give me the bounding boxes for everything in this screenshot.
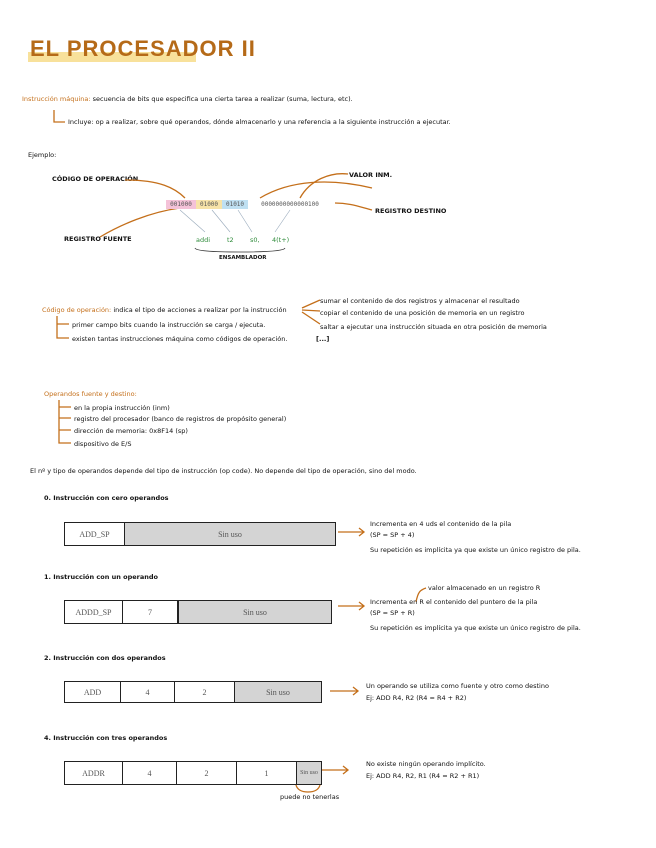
section-2-line-1: Un operando se utiliza como fuente y otro como destino xyxy=(366,682,549,690)
section-0-format xyxy=(64,522,336,546)
section-3-format xyxy=(64,761,322,785)
section-2-format xyxy=(64,681,322,703)
section-0-arrow xyxy=(338,527,368,537)
asm-t2: t2 xyxy=(227,236,234,244)
section-1-line-3: Su repetición es implícita ya que existe un único registro de pila. xyxy=(370,624,581,632)
section-1-line-2: (SP = SP + R) xyxy=(370,609,415,617)
registro-fuente-label: REGISTRO FUENTE xyxy=(64,235,132,243)
section-0-line-2: (SP = SP + 4) xyxy=(370,531,415,539)
section-1-line-1: Incrementa en R el contenido del puntero de la pila xyxy=(370,598,538,606)
intro-term: Instrucción máquina: xyxy=(22,95,91,103)
section-0-cell-opcode: ADD_SP xyxy=(65,523,125,545)
section-3-cell-op2: 2 xyxy=(177,762,237,784)
page-title: EL PROCESADOR II xyxy=(30,36,256,61)
section-2-arrow xyxy=(330,686,362,696)
asm-s0: s0, xyxy=(250,236,260,244)
example-diagram-arrows xyxy=(0,0,656,300)
section-3-footnote: puede no tenerlas xyxy=(280,793,340,801)
bits-opcode: 001000 xyxy=(166,200,196,209)
section-0-line-1: Incrementa en 4 uds el contenido de la pila xyxy=(370,520,512,528)
section-1-annotation: valor almacenado en un registro R xyxy=(428,584,541,592)
section-0-heading: 0. Instrucción con cero operandos xyxy=(44,494,169,502)
section-2-line-2: Ej: ADD R4, R2 (R4 = R4 + R2) xyxy=(366,694,467,702)
bits-rs: 01000 xyxy=(196,200,222,209)
section-1-cell-unused: Sin uso xyxy=(179,601,331,623)
operando-item-1: en la propia instrucción (inm) xyxy=(74,404,170,412)
codigo-sub1: primer campo bits cuando la instrucción se carga / ejecuta. xyxy=(72,321,266,329)
bits-rt: 01010 xyxy=(222,200,248,209)
codigo-op-label: CÓDIGO DE OPERACIÓN xyxy=(52,175,139,183)
section-1-format xyxy=(64,600,332,624)
codigo-line xyxy=(42,306,287,314)
bits-immediate: 0000000000000100 xyxy=(261,201,319,208)
intro-definition: secuencia de bits que especifica una cierta tarea a realizar (suma, lectura, etc). xyxy=(92,95,353,103)
codigo-sub2: existen tantas instrucciones máquina como códigos de operación. xyxy=(72,335,288,343)
intro-includes: Incluye: op a realizar, sobre qué operandos, dónde almacenarlo y una referencia a la siguiente instrucción a ejecutar. xyxy=(68,118,451,126)
codigo-etc: [...] xyxy=(316,335,330,343)
asm-addi: addi xyxy=(196,236,211,244)
section-2-cell-op1: 4 xyxy=(121,682,175,702)
section-3-cell-op3: 1 xyxy=(237,762,297,784)
operando-item-4: dispositivo de E/S xyxy=(74,440,132,448)
example-label: Ejemplo: xyxy=(28,151,57,159)
operandos-branch-connector xyxy=(57,400,73,452)
section-1-cell-operand: 7 xyxy=(123,601,179,623)
codigo-action-3: saltar a ejecutar una instrucción situada en otra posición de memoria xyxy=(320,323,547,331)
section-1-cell-opcode: ADDD_SP xyxy=(65,601,123,623)
codigo-branch-connector xyxy=(55,316,71,346)
operandos-term: Operandos fuente y destino: xyxy=(44,390,137,398)
codigo-action-2: copiar el contenido de una posición de memoria en un registro xyxy=(320,309,525,317)
section-3-cell-unused: Sin uso xyxy=(297,762,321,784)
section-3-line-1: No existe ningún operando implícito. xyxy=(366,760,486,768)
section-3-line-2: Ej: ADD R4, R2, R1 (R4 = R2 + R1) xyxy=(366,772,480,780)
valor-inm-label: VALOR INM. xyxy=(349,171,393,179)
section-0-cell-unused: Sin uso xyxy=(125,523,335,545)
registro-destino-label: REGISTRO DESTINO xyxy=(375,207,447,215)
section-2-cell-opcode: ADD xyxy=(65,682,121,702)
ensamblador-label: ENSAMBLADOR xyxy=(219,255,267,261)
section-1-heading: 1. Instrucción con un operando xyxy=(44,573,158,581)
asm-offset: 4(t+) xyxy=(272,236,290,244)
operandos-note: El nº y tipo de operandos depende del tipo de instrucción (op code). No depende del tipo de operación, sino del modo. xyxy=(30,467,417,475)
section-3-heading: 4. Instrucción con tres operandos xyxy=(44,734,168,742)
section-2-heading: 2. Instrucción con dos operandos xyxy=(44,654,166,662)
section-2-cell-unused: Sin uso xyxy=(235,682,321,702)
operando-item-3: dirección de memoria: 0x8F14 (sp) xyxy=(74,427,188,435)
codigo-definition: indica el tipo de acciones a realizar por la instrucción xyxy=(113,306,287,314)
codigo-term: Código de operación: xyxy=(42,306,112,314)
codigo-action-1: sumar el contenido de dos registros y almacenar el resultado xyxy=(320,297,520,305)
operando-item-2: registro del procesador (banco de registros de propósito general) xyxy=(74,415,287,423)
section-3-cell-op1: 4 xyxy=(123,762,177,784)
section-3-cell-opcode: ADDR xyxy=(65,762,123,784)
section-2-cell-op2: 2 xyxy=(175,682,235,702)
section-0-line-3: Su repetición es implícita ya que existe un único registro de pila. xyxy=(370,546,581,554)
